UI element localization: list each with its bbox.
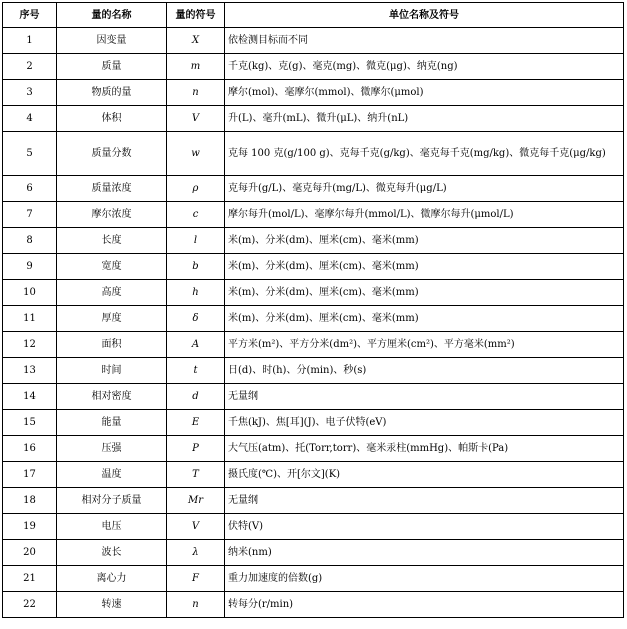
quantity-name: 质量 (57, 54, 167, 80)
quantity-name: 时间 (57, 358, 167, 384)
quantity-symbol: δ (167, 306, 225, 332)
quantity-name: 面积 (57, 332, 167, 358)
unit-names: 千焦(kJ)、焦[耳](J)、电子伏特(eV) (225, 410, 624, 436)
unit-names: 转每分(r/min) (225, 592, 624, 618)
quantity-symbol: c (167, 202, 225, 228)
quantity-symbol: V (167, 106, 225, 132)
table-row (3, 462, 624, 488)
row-number: 15 (3, 410, 57, 436)
quantity-symbol: A (167, 332, 225, 358)
table-row (3, 228, 624, 254)
quantity-name: 高度 (57, 280, 167, 306)
row-number: 14 (3, 384, 57, 410)
row-number: 5 (3, 132, 57, 176)
quantity-symbol: t (167, 358, 225, 384)
quantity-symbol: d (167, 384, 225, 410)
quantity-symbol: P (167, 436, 225, 462)
table-row (3, 384, 624, 410)
unit-names: 米(m)、分米(dm)、厘米(cm)、毫米(mm) (225, 306, 624, 332)
table-row (3, 332, 624, 358)
unit-names: 米(m)、分米(dm)、厘米(cm)、毫米(mm) (225, 228, 624, 254)
quantity-name: 长度 (57, 228, 167, 254)
quantity-symbol: Mr (167, 488, 225, 514)
unit-names: 升(L)、毫升(mL)、微升(μL)、纳升(nL) (225, 106, 624, 132)
row-number: 6 (3, 176, 57, 202)
row-number: 2 (3, 54, 57, 80)
row-number: 19 (3, 514, 57, 540)
quantity-symbol: l (167, 228, 225, 254)
row-number: 9 (3, 254, 57, 280)
unit-names: 千克(kg)、克(g)、毫克(mg)、微克(μg)、纳克(ng) (225, 54, 624, 80)
row-number: 20 (3, 540, 57, 566)
unit-names: 摩尔(mol)、毫摩尔(mmol)、微摩尔(μmol) (225, 80, 624, 106)
table-row (3, 106, 624, 132)
quantity-name: 波长 (57, 540, 167, 566)
quantity-symbol: h (167, 280, 225, 306)
quantity-symbol: V (167, 514, 225, 540)
quantity-symbol: b (167, 254, 225, 280)
units-table (2, 2, 624, 618)
unit-names: 摄氏度(℃)、开[尔文](K) (225, 462, 624, 488)
quantity-symbol: m (167, 54, 225, 80)
quantity-name: 厚度 (57, 306, 167, 332)
unit-names: 克每升(g/L)、毫克每升(mg/L)、微克每升(μg/L) (225, 176, 624, 202)
quantity-name: 物质的量 (57, 80, 167, 106)
unit-names: 伏特(V) (225, 514, 624, 540)
header-symbol: 量的符号 (167, 3, 225, 28)
quantity-symbol: X (167, 28, 225, 54)
quantity-symbol: ρ (167, 176, 225, 202)
unit-names: 摩尔每升(mol/L)、毫摩尔每升(mmol/L)、微摩尔每升(μmol/L) (225, 202, 624, 228)
table-row (3, 358, 624, 384)
unit-names: 平方米(m²)、平方分米(dm²)、平方厘米(cm²)、平方毫米(mm²) (225, 332, 624, 358)
row-number: 22 (3, 592, 57, 618)
quantity-name: 能量 (57, 410, 167, 436)
row-number: 18 (3, 488, 57, 514)
quantity-name: 离心力 (57, 566, 167, 592)
quantity-name: 压强 (57, 436, 167, 462)
quantity-symbol: n (167, 592, 225, 618)
table-row (3, 132, 624, 176)
row-number: 12 (3, 332, 57, 358)
quantity-name: 相对密度 (57, 384, 167, 410)
unit-names: 克每 100 克(g/100 g)、克每千克(g/kg)、毫克每千克(mg/kg)、微克每千克(μg/kg) (225, 132, 624, 176)
table-row (3, 306, 624, 332)
unit-names: 纳米(nm) (225, 540, 624, 566)
table-row (3, 54, 624, 80)
row-number: 17 (3, 462, 57, 488)
quantity-name: 相对分子质量 (57, 488, 167, 514)
quantity-name: 电压 (57, 514, 167, 540)
row-number: 16 (3, 436, 57, 462)
table-row (3, 202, 624, 228)
quantity-name: 质量分数 (57, 132, 167, 176)
quantity-name: 宽度 (57, 254, 167, 280)
quantity-symbol: w (167, 132, 225, 176)
table-row (3, 80, 624, 106)
unit-names: 依检测目标而不同 (225, 28, 624, 54)
table-row (3, 488, 624, 514)
quantity-name: 因变量 (57, 28, 167, 54)
quantity-name: 转速 (57, 592, 167, 618)
quantity-symbol: F (167, 566, 225, 592)
quantity-name: 质量浓度 (57, 176, 167, 202)
table-row (3, 176, 624, 202)
row-number: 8 (3, 228, 57, 254)
unit-names: 米(m)、分米(dm)、厘米(cm)、毫米(mm) (225, 280, 624, 306)
unit-names: 无量纲 (225, 488, 624, 514)
table-row (3, 566, 624, 592)
row-number: 7 (3, 202, 57, 228)
row-number: 3 (3, 80, 57, 106)
row-number: 21 (3, 566, 57, 592)
quantity-symbol: λ (167, 540, 225, 566)
quantity-name: 温度 (57, 462, 167, 488)
table-row (3, 28, 624, 54)
table-row (3, 514, 624, 540)
table-row (3, 410, 624, 436)
quantity-name: 摩尔浓度 (57, 202, 167, 228)
table-row (3, 436, 624, 462)
row-number: 1 (3, 28, 57, 54)
header-no: 序号 (3, 3, 57, 28)
header-name: 量的名称 (57, 3, 167, 28)
header-units: 单位名称及符号 (225, 3, 624, 28)
quantity-symbol: T (167, 462, 225, 488)
quantity-symbol: E (167, 410, 225, 436)
row-number: 10 (3, 280, 57, 306)
unit-names: 大气压(atm)、托(Torr,torr)、毫米汞柱(mmHg)、帕斯卡(Pa) (225, 436, 624, 462)
unit-names: 重力加速度的倍数(g) (225, 566, 624, 592)
table-row (3, 540, 624, 566)
table-row (3, 280, 624, 306)
quantity-name: 体积 (57, 106, 167, 132)
row-number: 13 (3, 358, 57, 384)
quantity-symbol: n (167, 80, 225, 106)
row-number: 11 (3, 306, 57, 332)
row-number: 4 (3, 106, 57, 132)
unit-names: 米(m)、分米(dm)、厘米(cm)、毫米(mm) (225, 254, 624, 280)
watermark-fade (469, 595, 619, 611)
unit-names: 日(d)、时(h)、分(min)、秒(s) (225, 358, 624, 384)
unit-names: 无量纲 (225, 384, 624, 410)
table-row (3, 254, 624, 280)
